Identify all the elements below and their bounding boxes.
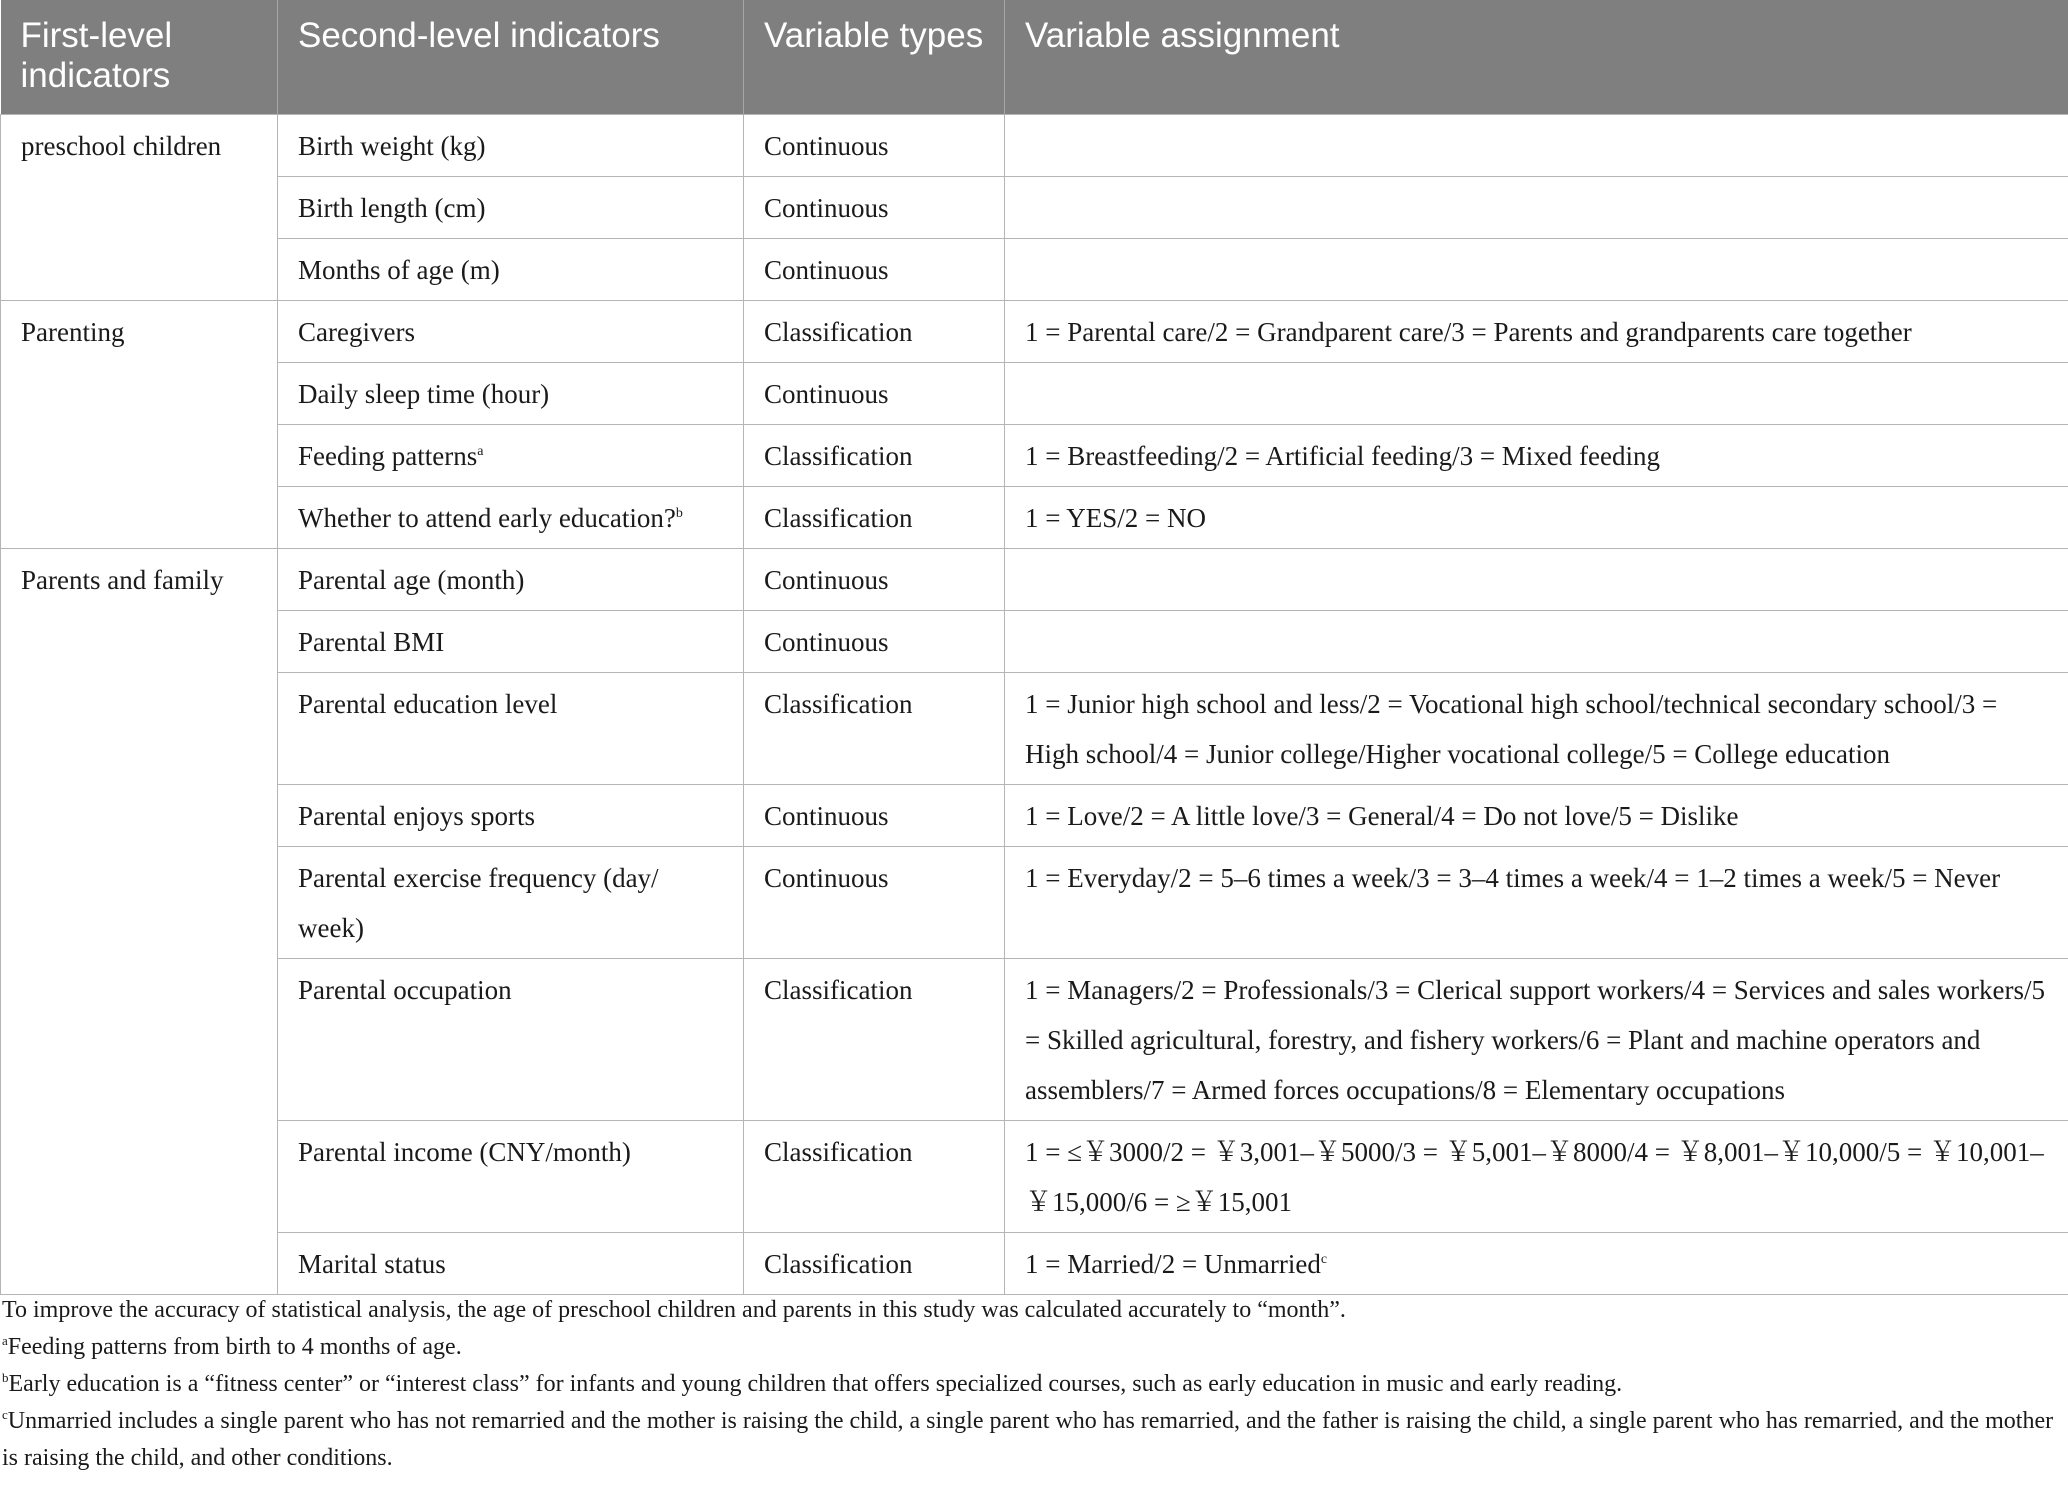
- variable-assignment: [1005, 784, 2068, 846]
- variable-type: Continuous: [744, 548, 1005, 610]
- variable-type: Classification: [744, 672, 1005, 784]
- variable-assignment: [1005, 958, 2068, 1120]
- second-level-indicator: [278, 1120, 744, 1232]
- assignment-text: 1 = Everyday/2 = 5–6 times a week/3 = 3–4 times a week/4 = 1–2 times a week/5 = Never: [1025, 862, 2001, 893]
- variable-type: Classification: [744, 1120, 1005, 1232]
- variable-assignment: [1005, 486, 2068, 548]
- second-level-indicator: [278, 784, 744, 846]
- indicator-text: Parental education level: [298, 688, 558, 719]
- indicator-text: Parental BMI: [298, 626, 445, 657]
- assignment-text: 1 = Breastfeeding/2 = Artificial feeding/3 = Mixed feeding: [1025, 440, 1661, 471]
- first-level-indicator: Parenting: [1, 300, 278, 548]
- column-header: Variable assignment: [1005, 0, 2068, 114]
- footnote: [0, 1292, 2060, 1329]
- indicator-text: Months of age (m): [298, 254, 500, 285]
- footnote-text: To improve the accuracy of statistical analysis, the age of preschool children and parents in this study was calculated accurately to “month”.: [2, 1297, 1346, 1323]
- variable-assignment: [1005, 846, 2068, 958]
- variable-type: Continuous: [744, 362, 1005, 424]
- variable-assignment: [1005, 1232, 2068, 1294]
- table-row: [1, 1120, 2068, 1232]
- footnote-marker: b: [675, 505, 683, 521]
- variable-type: Classification: [744, 1232, 1005, 1294]
- variable-type: Continuous: [744, 610, 1005, 672]
- footnote-marker: a: [2, 1333, 8, 1348]
- variable-assignment: [1005, 114, 2068, 176]
- variable-type: Classification: [744, 958, 1005, 1120]
- column-header: Variable types: [744, 0, 1005, 114]
- second-level-indicator: [278, 176, 744, 238]
- second-level-indicator: [278, 958, 744, 1120]
- first-level-indicator: preschool children: [1, 114, 278, 300]
- table-row: [1, 300, 2068, 362]
- second-level-indicator: [278, 1232, 744, 1294]
- assignment-text: 1 = Managers/2 = Professionals/3 = Clerical support workers/4 = Services and sales workers/5 = Skilled agricultural, forestry, and fishery workers/6 = Plant and machine operators and assemblers/7 = Armed forces occupations/8 = Elementary occupations: [1025, 974, 2045, 1105]
- table-row: [1, 176, 2068, 238]
- assignment-text: 1 = Love/2 = A little love/3 = General/4 = Do not love/5 = Dislike: [1025, 800, 1739, 831]
- footnote-marker: c: [2, 1407, 8, 1422]
- footnote-text: Unmarried includes a single parent who has not remarried and the mother is raising the child, a single parent who has remarried, and the father is raising the child, a single parent who has remarried, and the mother is raising the child, and other conditions.: [2, 1408, 2054, 1471]
- indicator-text: Feeding patterns: [298, 440, 478, 471]
- assignment-text: 1 = Married/2 = Unmarried: [1025, 1248, 1321, 1279]
- footnote-marker: a: [477, 443, 484, 459]
- variable-assignment: [1005, 424, 2068, 486]
- variable-assignment: [1005, 300, 2068, 362]
- indicator-text: Birth length (cm): [298, 192, 486, 223]
- indicator-text: Parental enjoys sports: [298, 800, 535, 831]
- variable-type: Continuous: [744, 846, 1005, 958]
- second-level-indicator: [278, 610, 744, 672]
- variable-assignment: [1005, 238, 2068, 300]
- variable-assignment: [1005, 176, 2068, 238]
- column-header: First-level indicators: [1, 0, 278, 114]
- table-row: [1, 548, 2068, 610]
- variable-assignment: [1005, 610, 2068, 672]
- indicator-text: Whether to attend early education?: [298, 502, 676, 533]
- table-header: [1, 0, 2068, 114]
- variable-type: Classification: [744, 300, 1005, 362]
- table-body: [1, 114, 2068, 1294]
- table-row: [1, 846, 2068, 958]
- variable-type: Continuous: [744, 238, 1005, 300]
- table-row: [1, 114, 2068, 176]
- indicator-text: Caregivers: [298, 316, 415, 347]
- indicator-text: Parental age (month): [298, 564, 525, 595]
- table-footnotes: [0, 1292, 2060, 1477]
- second-level-indicator: [278, 548, 744, 610]
- variable-type: Continuous: [744, 114, 1005, 176]
- second-level-indicator: [278, 424, 744, 486]
- second-level-indicator: [278, 238, 744, 300]
- table-row: [1, 238, 2068, 300]
- second-level-indicator: [278, 846, 744, 958]
- table-row: [1, 424, 2068, 486]
- footnote-text: Early education is a “fitness center” or “interest class” for infants and young children that offers specialized courses, such as early education in music and early reading.: [8, 1371, 1623, 1397]
- variable-type: Classification: [744, 424, 1005, 486]
- table-row: [1, 362, 2068, 424]
- second-level-indicator: [278, 114, 744, 176]
- assignment-text: 1 = Junior high school and less/2 = Vocational high school/technical secondary school/3 = High school/4 = Junior college/Higher vocational college/5 = College education: [1025, 688, 1998, 769]
- second-level-indicator: [278, 300, 744, 362]
- indicator-text: Daily sleep time (hour): [298, 378, 550, 409]
- second-level-indicator: [278, 486, 744, 548]
- footnote-text: Feeding patterns from birth to 4 months of age.: [7, 1334, 462, 1360]
- footnote: [0, 1366, 2060, 1403]
- indicator-text: Parental occupation: [298, 974, 512, 1005]
- variable-assignment: [1005, 672, 2068, 784]
- assignment-text: 1 = Parental care/2 = Grandparent care/3 = Parents and grandparents care together: [1025, 316, 1912, 347]
- column-header: Second-level indicators: [278, 0, 744, 114]
- table-row: [1, 486, 2068, 548]
- indicator-text: Birth weight (kg): [298, 130, 486, 161]
- first-level-indicator: Parents and family: [1, 548, 278, 1294]
- variable-type: Continuous: [744, 176, 1005, 238]
- second-level-indicator: [278, 672, 744, 784]
- footnote-marker: c: [1320, 1251, 1328, 1267]
- variable-assignment: [1005, 1120, 2068, 1232]
- second-level-indicator: [278, 362, 744, 424]
- indicator-text: Parental exercise frequency (day/ week): [298, 862, 659, 943]
- table-row: [1, 672, 2068, 784]
- variable-assignment: [1005, 548, 2068, 610]
- footnote: [0, 1403, 2060, 1477]
- assignment-text: 1 = ≤￥3000/2 = ￥3,001–￥5000/3 = ￥5,001–￥8000/4 = ￥8,001–￥10,000/5 = ￥10,001–￥15,000/6 = ≥￥15,001: [1025, 1136, 2044, 1217]
- indicator-text: Marital status: [298, 1248, 446, 1279]
- table-row: [1, 610, 2068, 672]
- footnote: [0, 1329, 2060, 1366]
- table-row: [1, 1232, 2068, 1294]
- header-row: [1, 0, 2068, 114]
- table-row: [1, 958, 2068, 1120]
- indicator-text: Parental income (CNY/month): [298, 1136, 631, 1167]
- assignment-text: 1 = YES/2 = NO: [1025, 502, 1206, 533]
- footnote-marker: b: [2, 1370, 9, 1385]
- variable-assignment: [1005, 362, 2068, 424]
- variable-type: Continuous: [744, 784, 1005, 846]
- table-row: [1, 784, 2068, 846]
- variable-type: Classification: [744, 486, 1005, 548]
